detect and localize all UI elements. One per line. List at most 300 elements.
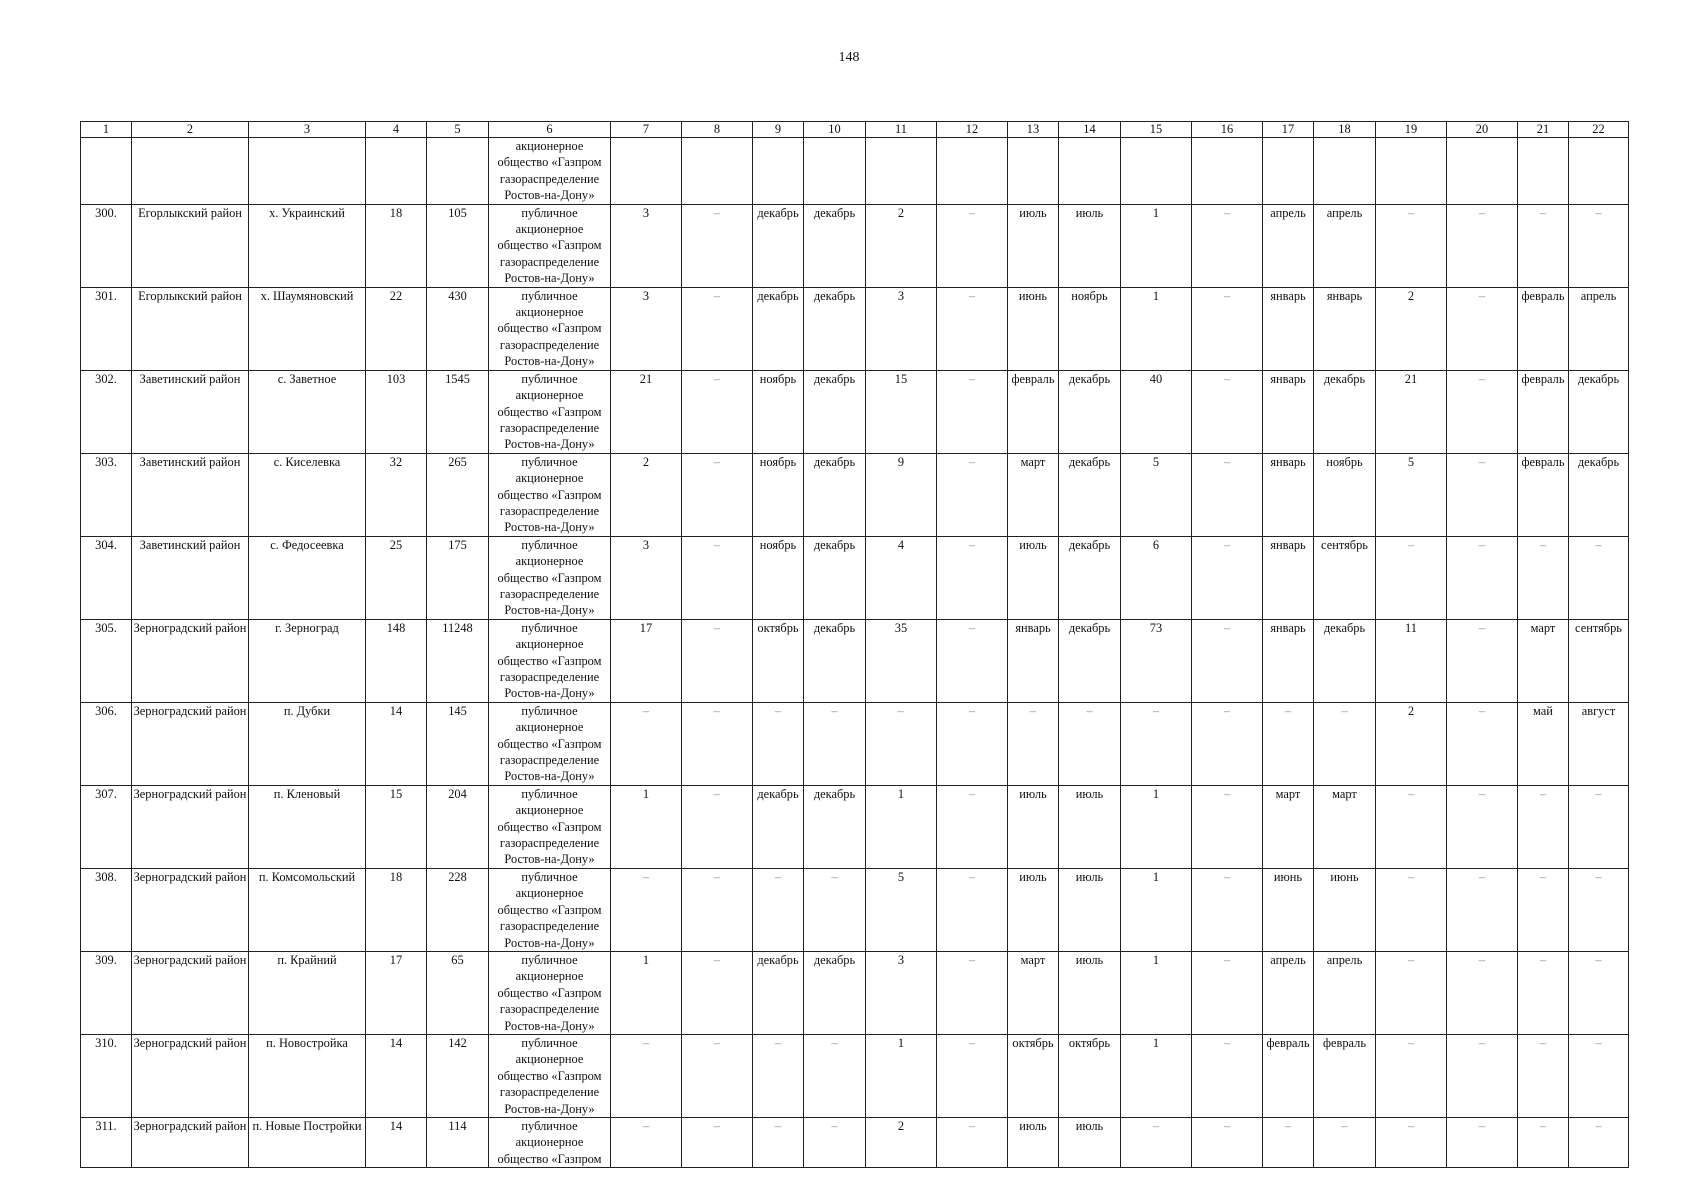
table-cell: декабрь bbox=[1569, 453, 1629, 536]
table-cell: – bbox=[1192, 951, 1263, 1034]
table-cell: 3 bbox=[866, 951, 937, 1034]
table-cell: х. Украинский bbox=[249, 204, 366, 287]
table-cell: октябрь bbox=[1008, 1034, 1059, 1117]
table-cell: сентябрь bbox=[1314, 536, 1376, 619]
table-cell: 307. bbox=[81, 785, 132, 868]
table-row bbox=[81, 785, 1629, 868]
table-cell: февраль bbox=[1518, 370, 1569, 453]
table-cell: июль bbox=[1059, 785, 1121, 868]
table-cell: – bbox=[753, 702, 804, 785]
table-cell: – bbox=[1192, 536, 1263, 619]
table-cell: февраль bbox=[1263, 1034, 1314, 1117]
table-cell: 21 bbox=[1376, 370, 1447, 453]
table-cell: – bbox=[937, 1034, 1008, 1117]
table-cell: – bbox=[937, 702, 1008, 785]
table-cell: декабрь bbox=[753, 287, 804, 370]
table-cell: – bbox=[1447, 536, 1518, 619]
header-row bbox=[81, 122, 1629, 138]
table-cell: 15 bbox=[366, 785, 427, 868]
table-cell: – bbox=[682, 619, 753, 702]
table-cell: – bbox=[1447, 204, 1518, 287]
table-cell: март bbox=[1008, 951, 1059, 1034]
table-cell: публичное акционерное общество «Газпром bbox=[489, 1117, 611, 1167]
column-header-13: 13 bbox=[1008, 122, 1059, 138]
table-cell: – bbox=[753, 868, 804, 951]
table-cell: 305. bbox=[81, 619, 132, 702]
table-cell: п. Новые Постройки bbox=[249, 1117, 366, 1167]
table-cell: октябрь bbox=[1059, 1034, 1121, 1117]
table-cell: – bbox=[611, 1117, 682, 1167]
table-cell: – bbox=[937, 951, 1008, 1034]
table-cell: – bbox=[1376, 536, 1447, 619]
table-cell: – bbox=[1569, 868, 1629, 951]
table-cell: – bbox=[1192, 868, 1263, 951]
table-cell bbox=[366, 138, 427, 205]
table-cell: 304. bbox=[81, 536, 132, 619]
table-cell: публичное акционерное общество «Газпром газораспределение Ростов-на-Дону» bbox=[489, 453, 611, 536]
table-cell: – bbox=[866, 702, 937, 785]
table-cell: 309. bbox=[81, 951, 132, 1034]
table-cell: публичное акционерное общество «Газпром газораспределение Ростов-на-Дону» bbox=[489, 204, 611, 287]
table-cell: апрель bbox=[1314, 951, 1376, 1034]
table-cell: – bbox=[753, 1034, 804, 1117]
table-cell: – bbox=[682, 702, 753, 785]
table-cell bbox=[804, 138, 866, 205]
table-cell: – bbox=[611, 868, 682, 951]
table-cell: п. Кленовый bbox=[249, 785, 366, 868]
column-header-21: 21 bbox=[1518, 122, 1569, 138]
table-cell: – bbox=[1569, 1034, 1629, 1117]
column-header-3: 3 bbox=[249, 122, 366, 138]
table-cell: январь bbox=[1263, 619, 1314, 702]
table-cell: – bbox=[1263, 1117, 1314, 1167]
table-cell: май bbox=[1518, 702, 1569, 785]
table-cell: с. Федосеевка bbox=[249, 536, 366, 619]
table-cell bbox=[753, 138, 804, 205]
table-cell: июль bbox=[1059, 951, 1121, 1034]
table-cell: Зерноградский район bbox=[132, 785, 249, 868]
table-cell bbox=[1314, 138, 1376, 205]
table-cell: 1 bbox=[1121, 1034, 1192, 1117]
table-cell: – bbox=[682, 785, 753, 868]
table-cell: 9 bbox=[866, 453, 937, 536]
column-header-20: 20 bbox=[1447, 122, 1518, 138]
table-cell: – bbox=[682, 370, 753, 453]
table-row bbox=[81, 536, 1629, 619]
table-cell: январь bbox=[1263, 287, 1314, 370]
table-cell: декабрь bbox=[804, 287, 866, 370]
table-cell: – bbox=[611, 702, 682, 785]
table-cell: декабрь bbox=[804, 785, 866, 868]
table-cell: ноябрь bbox=[753, 453, 804, 536]
table-cell: – bbox=[1008, 702, 1059, 785]
table-cell: 308. bbox=[81, 868, 132, 951]
table-cell: 310. bbox=[81, 1034, 132, 1117]
table-cell: 1 bbox=[1121, 287, 1192, 370]
table-cell bbox=[1263, 138, 1314, 205]
table-cell: – bbox=[682, 204, 753, 287]
table-cell: ноябрь bbox=[753, 536, 804, 619]
table-cell: 6 bbox=[1121, 536, 1192, 619]
table-cell: апрель bbox=[1263, 951, 1314, 1034]
table-cell: 228 bbox=[427, 868, 489, 951]
table-cell bbox=[132, 138, 249, 205]
table-cell bbox=[1121, 138, 1192, 205]
table-cell: – bbox=[1376, 1034, 1447, 1117]
table-cell: публичное акционерное общество «Газпром газораспределение Ростов-на-Дону» bbox=[489, 1034, 611, 1117]
table-cell: 430 bbox=[427, 287, 489, 370]
table-cell: – bbox=[1518, 204, 1569, 287]
table-cell: 142 bbox=[427, 1034, 489, 1117]
table-cell: 306. bbox=[81, 702, 132, 785]
table-cell bbox=[1447, 138, 1518, 205]
table-cell: 1545 bbox=[427, 370, 489, 453]
table-cell: 148 bbox=[366, 619, 427, 702]
table-cell: 21 bbox=[611, 370, 682, 453]
table-cell: – bbox=[682, 1034, 753, 1117]
table-cell: – bbox=[1192, 702, 1263, 785]
table-cell: – bbox=[1569, 536, 1629, 619]
table-cell: – bbox=[1569, 204, 1629, 287]
table-row bbox=[81, 1034, 1629, 1117]
table-cell: январь bbox=[1008, 619, 1059, 702]
table-cell: – bbox=[753, 1117, 804, 1167]
table-cell: – bbox=[1447, 287, 1518, 370]
table-cell: 302. bbox=[81, 370, 132, 453]
table-cell: 2 bbox=[1376, 287, 1447, 370]
table-cell bbox=[81, 138, 132, 205]
table-cell: – bbox=[682, 868, 753, 951]
table-cell: июль bbox=[1008, 868, 1059, 951]
table-cell: декабрь bbox=[804, 204, 866, 287]
table-cell: п. Новостройка bbox=[249, 1034, 366, 1117]
table-cell: Заветинский район bbox=[132, 536, 249, 619]
table-cell: г. Зерноград bbox=[249, 619, 366, 702]
table-cell: 18 bbox=[366, 204, 427, 287]
table-cell: – bbox=[682, 453, 753, 536]
table-cell: Зерноградский район bbox=[132, 619, 249, 702]
table-cell: – bbox=[682, 287, 753, 370]
table-cell: декабрь bbox=[753, 951, 804, 1034]
table-cell: публичное акционерное общество «Газпром газораспределение Ростов-на-Дону» bbox=[489, 287, 611, 370]
column-header-4: 4 bbox=[366, 122, 427, 138]
table-cell: – bbox=[1447, 1034, 1518, 1117]
table-cell: – bbox=[1447, 785, 1518, 868]
table-cell: 17 bbox=[611, 619, 682, 702]
table-cell: 103 bbox=[366, 370, 427, 453]
table-row bbox=[81, 868, 1629, 951]
table-cell: 25 bbox=[366, 536, 427, 619]
column-header-14: 14 bbox=[1059, 122, 1121, 138]
table-cell: июль bbox=[1008, 785, 1059, 868]
table-row bbox=[81, 619, 1629, 702]
table-cell: – bbox=[937, 370, 1008, 453]
table-cell: декабрь bbox=[804, 619, 866, 702]
table-cell: июль bbox=[1059, 868, 1121, 951]
table-cell: декабрь bbox=[804, 951, 866, 1034]
column-header-18: 18 bbox=[1314, 122, 1376, 138]
table-cell bbox=[611, 138, 682, 205]
table-cell bbox=[682, 138, 753, 205]
table-row bbox=[81, 702, 1629, 785]
table-cell: – bbox=[937, 619, 1008, 702]
table-cell: 2 bbox=[1376, 702, 1447, 785]
table-cell: 145 bbox=[427, 702, 489, 785]
table-cell: 1 bbox=[1121, 868, 1192, 951]
column-header-6: 6 bbox=[489, 122, 611, 138]
table-cell: – bbox=[804, 868, 866, 951]
table-cell: – bbox=[611, 1034, 682, 1117]
table-cell: декабрь bbox=[804, 536, 866, 619]
table-cell: Егорлыкский район bbox=[132, 204, 249, 287]
table-cell: – bbox=[1518, 868, 1569, 951]
table-cell bbox=[937, 138, 1008, 205]
table-cell: декабрь bbox=[1314, 370, 1376, 453]
table-cell: Зерноградский район bbox=[132, 868, 249, 951]
table-cell: – bbox=[937, 536, 1008, 619]
table-cell: 1 bbox=[866, 1034, 937, 1117]
table-cell: декабрь bbox=[753, 204, 804, 287]
page-number: 148 bbox=[838, 50, 860, 65]
table-cell: – bbox=[937, 785, 1008, 868]
table-cell: март bbox=[1314, 785, 1376, 868]
table-cell: – bbox=[1192, 204, 1263, 287]
table-cell: 1 bbox=[1121, 204, 1192, 287]
table-row bbox=[81, 287, 1629, 370]
table-cell: публичное акционерное общество «Газпром газораспределение Ростов-на-Дону» bbox=[489, 702, 611, 785]
table-cell: 11 bbox=[1376, 619, 1447, 702]
column-header-11: 11 bbox=[866, 122, 937, 138]
table-cell: 18 bbox=[366, 868, 427, 951]
table-cell: декабрь bbox=[753, 785, 804, 868]
table-cell: – bbox=[1314, 702, 1376, 785]
table-cell: март bbox=[1008, 453, 1059, 536]
table-cell: – bbox=[1192, 287, 1263, 370]
table-cell: январь bbox=[1314, 287, 1376, 370]
table-cell: – bbox=[1447, 619, 1518, 702]
column-header-22: 22 bbox=[1569, 122, 1629, 138]
table-cell: п. Комсомольский bbox=[249, 868, 366, 951]
table-cell: – bbox=[1376, 868, 1447, 951]
table-cell: август bbox=[1569, 702, 1629, 785]
table-cell: январь bbox=[1263, 370, 1314, 453]
table-cell: 3 bbox=[611, 536, 682, 619]
table-cell: декабрь bbox=[1059, 536, 1121, 619]
table-cell: 14 bbox=[366, 702, 427, 785]
table-cell: июнь bbox=[1314, 868, 1376, 951]
table-cell: 35 bbox=[866, 619, 937, 702]
table-cell: – bbox=[804, 702, 866, 785]
table-row bbox=[81, 1117, 1629, 1167]
table-cell: декабрь bbox=[804, 453, 866, 536]
table-cell: акционерное общество «Газпром газораспределение Ростов-на-Дону» bbox=[489, 138, 611, 205]
table-cell: публичное акционерное общество «Газпром газораспределение Ростов-на-Дону» bbox=[489, 951, 611, 1034]
table-cell: 105 bbox=[427, 204, 489, 287]
table-cell: февраль bbox=[1518, 287, 1569, 370]
table-cell: – bbox=[1518, 951, 1569, 1034]
table-cell: ноябрь bbox=[1059, 287, 1121, 370]
table-cell: Заветинский район bbox=[132, 370, 249, 453]
table-cell: 4 bbox=[866, 536, 937, 619]
table-cell: ноябрь bbox=[1314, 453, 1376, 536]
table-cell: 5 bbox=[1121, 453, 1192, 536]
table-cell: 1 bbox=[1121, 951, 1192, 1034]
table-cell: 3 bbox=[611, 204, 682, 287]
column-header-19: 19 bbox=[1376, 122, 1447, 138]
table-cell: 1 bbox=[1121, 785, 1192, 868]
table-cell bbox=[1569, 138, 1629, 205]
table-cell: – bbox=[1447, 702, 1518, 785]
table-cell: апрель bbox=[1263, 204, 1314, 287]
table-cell: 303. bbox=[81, 453, 132, 536]
table-cell bbox=[427, 138, 489, 205]
table-cell: 301. bbox=[81, 287, 132, 370]
table-cell: март bbox=[1263, 785, 1314, 868]
table-cell: январь bbox=[1263, 453, 1314, 536]
table-cell: январь bbox=[1263, 536, 1314, 619]
table-cell: 300. bbox=[81, 204, 132, 287]
table-cell: – bbox=[1192, 1034, 1263, 1117]
table-cell: 14 bbox=[366, 1034, 427, 1117]
table-cell: февраль bbox=[1518, 453, 1569, 536]
column-header-9: 9 bbox=[753, 122, 804, 138]
column-header-5: 5 bbox=[427, 122, 489, 138]
table-cell: – bbox=[1263, 702, 1314, 785]
table-cell: 311. bbox=[81, 1117, 132, 1167]
table-cell: Зерноградский район bbox=[132, 702, 249, 785]
table-cell: июль bbox=[1008, 204, 1059, 287]
table-cell: март bbox=[1518, 619, 1569, 702]
table-cell: 22 bbox=[366, 287, 427, 370]
table-cell bbox=[1059, 138, 1121, 205]
table-cell: июль bbox=[1008, 1117, 1059, 1167]
column-header-1: 1 bbox=[81, 122, 132, 138]
table-cell: – bbox=[1447, 370, 1518, 453]
table-cell: – bbox=[1376, 785, 1447, 868]
table-cell: – bbox=[1376, 204, 1447, 287]
table-cell: ноябрь bbox=[753, 370, 804, 453]
table-cell: 1 bbox=[866, 785, 937, 868]
table-cell: – bbox=[937, 1117, 1008, 1167]
table-cell: – bbox=[1447, 453, 1518, 536]
table-cell: 14 bbox=[366, 1117, 427, 1167]
table-cell: – bbox=[1518, 536, 1569, 619]
table-cell: декабрь bbox=[1059, 619, 1121, 702]
table-cell: – bbox=[1314, 1117, 1376, 1167]
table-cell: публичное акционерное общество «Газпром газораспределение Ростов-на-Дону» bbox=[489, 785, 611, 868]
table-cell: х. Шаумяновский bbox=[249, 287, 366, 370]
table-cell: декабрь bbox=[1314, 619, 1376, 702]
table-cell: – bbox=[1518, 1034, 1569, 1117]
column-header-10: 10 bbox=[804, 122, 866, 138]
table-cell: 204 bbox=[427, 785, 489, 868]
table-cell: 175 bbox=[427, 536, 489, 619]
table-cell: 11248 bbox=[427, 619, 489, 702]
table-cell: – bbox=[1569, 785, 1629, 868]
table-cell: 32 bbox=[366, 453, 427, 536]
table-cell: 65 bbox=[427, 951, 489, 1034]
table-cell: – bbox=[1192, 370, 1263, 453]
table-cell: – bbox=[937, 287, 1008, 370]
table-cell bbox=[1376, 138, 1447, 205]
table-cell: 265 bbox=[427, 453, 489, 536]
table-cell: 15 bbox=[866, 370, 937, 453]
table-cell: декабрь bbox=[804, 370, 866, 453]
table-cell bbox=[249, 138, 366, 205]
table-cell: 17 bbox=[366, 951, 427, 1034]
table-cell: 2 bbox=[611, 453, 682, 536]
table-cell: – bbox=[682, 951, 753, 1034]
table-cell: апрель bbox=[1569, 287, 1629, 370]
table-cell: 2 bbox=[866, 204, 937, 287]
table-cell: 5 bbox=[866, 868, 937, 951]
table-cell: 3 bbox=[866, 287, 937, 370]
table-cell bbox=[866, 138, 937, 205]
table-cell: июль bbox=[1059, 204, 1121, 287]
column-header-17: 17 bbox=[1263, 122, 1314, 138]
table-cell: с. Заветное bbox=[249, 370, 366, 453]
table-cell: июль bbox=[1008, 536, 1059, 619]
column-header-2: 2 bbox=[132, 122, 249, 138]
table-cell: Зерноградский район bbox=[132, 1117, 249, 1167]
table-cell: – bbox=[1376, 951, 1447, 1034]
table-cell: – bbox=[1192, 1117, 1263, 1167]
table-row bbox=[81, 138, 1629, 205]
table-cell: – bbox=[804, 1117, 866, 1167]
table-cell: – bbox=[1569, 951, 1629, 1034]
table-cell: 40 bbox=[1121, 370, 1192, 453]
table-cell: публичное акционерное общество «Газпром газораспределение Ростов-на-Дону» bbox=[489, 868, 611, 951]
table-cell: п. Крайний bbox=[249, 951, 366, 1034]
table-cell: декабрь bbox=[1059, 370, 1121, 453]
table-cell: – bbox=[1192, 785, 1263, 868]
table-cell: – bbox=[1192, 619, 1263, 702]
table-cell: сентябрь bbox=[1569, 619, 1629, 702]
table-cell: Зерноградский район bbox=[132, 1034, 249, 1117]
table-cell: – bbox=[1518, 785, 1569, 868]
table-cell: – bbox=[1121, 702, 1192, 785]
table-cell: июнь bbox=[1263, 868, 1314, 951]
table-cell bbox=[1518, 138, 1569, 205]
table-cell bbox=[1192, 138, 1263, 205]
table-cell: публичное акционерное общество «Газпром газораспределение Ростов-на-Дону» bbox=[489, 370, 611, 453]
table-cell: п. Дубки bbox=[249, 702, 366, 785]
table-cell: июль bbox=[1059, 1117, 1121, 1167]
table-cell: 114 bbox=[427, 1117, 489, 1167]
table-cell: с. Киселевка bbox=[249, 453, 366, 536]
table-cell bbox=[1008, 138, 1059, 205]
table-cell: – bbox=[1569, 1117, 1629, 1167]
column-header-8: 8 bbox=[682, 122, 753, 138]
table-cell: публичное акционерное общество «Газпром газораспределение Ростов-на-Дону» bbox=[489, 536, 611, 619]
table-cell: – bbox=[1376, 1117, 1447, 1167]
table-cell: Заветинский район bbox=[132, 453, 249, 536]
table-cell: октябрь bbox=[753, 619, 804, 702]
table-cell: 1 bbox=[611, 785, 682, 868]
table-row bbox=[81, 951, 1629, 1034]
table-cell: – bbox=[1121, 1117, 1192, 1167]
table-cell: – bbox=[937, 868, 1008, 951]
table-cell: Зерноградский район bbox=[132, 951, 249, 1034]
column-header-12: 12 bbox=[937, 122, 1008, 138]
table-cell: публичное акционерное общество «Газпром газораспределение Ростов-на-Дону» bbox=[489, 619, 611, 702]
table-cell: декабрь bbox=[1059, 453, 1121, 536]
column-header-16: 16 bbox=[1192, 122, 1263, 138]
column-header-7: 7 bbox=[611, 122, 682, 138]
table-cell: 1 bbox=[611, 951, 682, 1034]
table-cell: – bbox=[1518, 1117, 1569, 1167]
table-cell: 3 bbox=[611, 287, 682, 370]
